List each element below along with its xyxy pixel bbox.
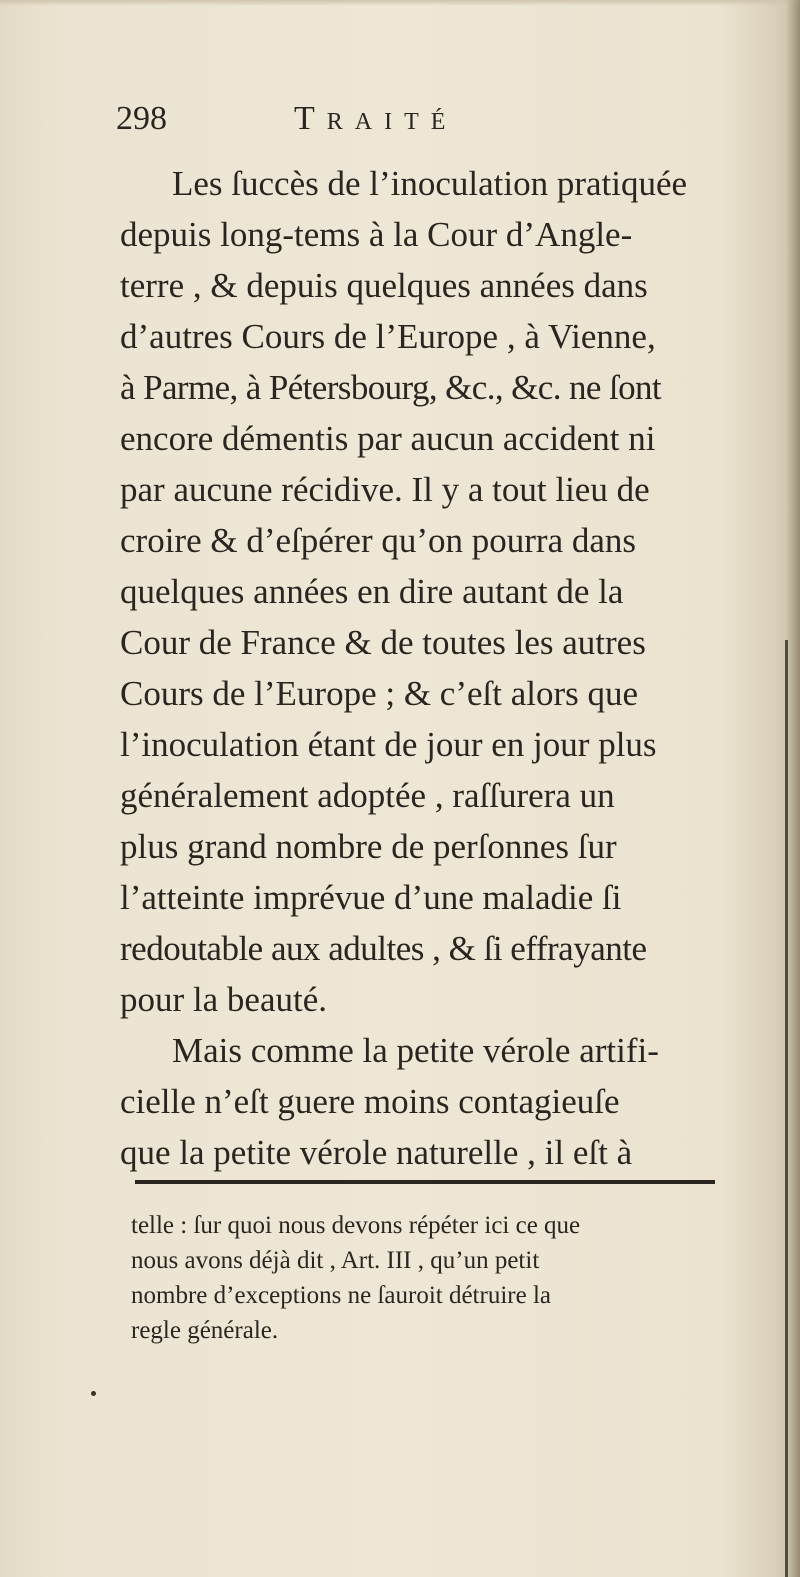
body-line: encore démentis par aucun accident ni	[120, 419, 656, 458]
body-line: redoutable aux adultes , & ſi effrayante	[120, 929, 647, 968]
body-line: croire & d’eſpérer qu’on pourra dans	[120, 521, 637, 560]
body-line: Cour de France & de toutes les autres	[120, 623, 646, 662]
footnote-line: nous avons déjà dit , Art. III , qu’un petit	[131, 1247, 540, 1274]
body-text	[120, 158, 720, 1178]
footnote-line: regle générale.	[131, 1317, 279, 1344]
body-line: Mais comme la petite vérole artifi-	[172, 1031, 659, 1070]
body-line: par aucune récidive. Il y a tout lieu de	[120, 470, 650, 509]
footnote	[131, 1208, 731, 1348]
body-line: quelques années en dire autant de la	[120, 572, 624, 611]
body-line: terre , & depuis quelques années dans	[120, 266, 648, 305]
body-line: Les ſuccès de l’inoculation pratiquée	[172, 164, 688, 203]
body-line: généralement adoptée , raſſurera un	[120, 776, 615, 815]
body-line: pour la beauté.	[120, 980, 327, 1019]
body-line: à Parme, à Pétersbourg, &c., &c. ne ſont	[120, 368, 662, 407]
spine-shadow	[786, 0, 800, 1577]
running-title: Traité	[294, 100, 458, 137]
page-number: 298	[116, 100, 167, 137]
footnote-rule	[135, 1180, 715, 1184]
body-line: l’inoculation étant de jour en jour plus	[120, 725, 657, 764]
body-line: cielle n’eſt guere moins contagieuſe	[120, 1082, 620, 1121]
footnote-line: nombre d’exceptions ne ſauroit détruire la	[131, 1282, 551, 1309]
page-top-edge	[0, 0, 800, 6]
body-line: que la petite vérole naturelle , il eſt à	[120, 1133, 633, 1172]
body-line: depuis long-tems à la Cour d’Angle-	[120, 215, 633, 254]
body-line: plus grand nombre de perſonnes ſur	[120, 827, 617, 866]
running-header	[116, 100, 636, 150]
body-line: Cours de l’Europe ; & c’eſt alors que	[120, 674, 639, 713]
body-line: d’autres Cours de l’Europe , à Vienne,	[120, 317, 656, 356]
body-line: l’atteinte imprévue d’une maladie ſi	[120, 878, 622, 917]
ink-speck	[91, 1391, 96, 1396]
spine-line	[785, 640, 788, 1577]
footnote-line: telle : ſur quoi nous devons répéter ici ce que	[131, 1212, 581, 1239]
